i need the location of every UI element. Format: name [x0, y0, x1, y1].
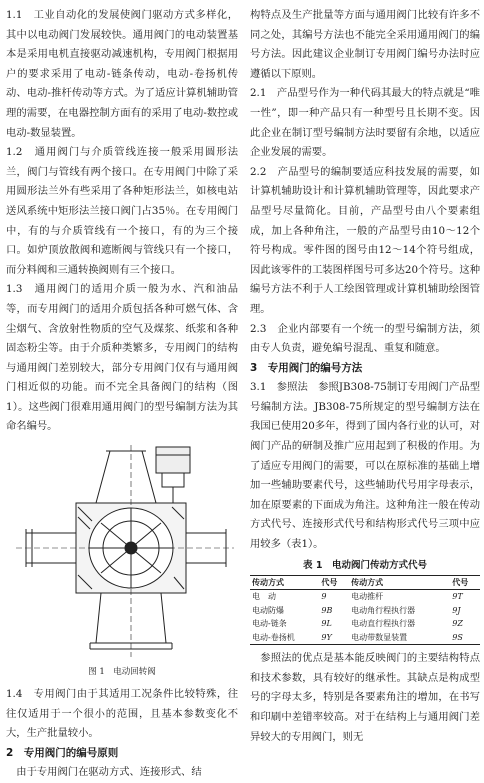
table-row [250, 590, 480, 604]
table-cell: 9B [321, 605, 333, 615]
table-title: 表 1 电动阀门传动方式代号 [303, 559, 427, 571]
table-row [250, 604, 480, 618]
table-cell: 电动直行程执行器 [351, 619, 416, 629]
table-header-cell: 代号 [450, 575, 480, 590]
paragraph-2-intro: 由于专用阀门在驱动方式、连接形式、结 [16, 766, 202, 779]
paragraph-2-3: 2.3 企业内部要有一个统一的型号编制方法，须由专人负责，避免编号混乱、重复和随意。 [250, 322, 480, 355]
figure-caption: 图 1 电动回转阀 [88, 667, 156, 678]
table-cell: 电动-链条 [252, 619, 287, 629]
table-cell: 9Y [319, 631, 349, 645]
section-heading-2: 2 专用阀门的编号原则 [6, 746, 119, 759]
table-cell: 电动推杆 [351, 592, 384, 602]
paragraph-2-continued: 构特点及生产批量等方面与通用阀门比较有许多不同之处，其编号方法也不能完全采用通用阀门的编号方法。因此建议企业制订专用阀门编号办法时应遵循以下原则。 [250, 9, 480, 80]
right-column [250, 6, 480, 747]
table-cell: 电动带数显装置 [349, 631, 450, 645]
section-heading-3: 3 专用阀门的编号方法 [250, 361, 363, 374]
paragraph-after-table: 参照法的优点是基本能反映阀门的主要结构特点和技术参数，具有较好的继承性。其缺点是构成型号的字母太多，特别是各要素角注的增加，在书写和印刷中差错率较高。对于在结构上与通用阀门差异较大的专用阀门，则无 [250, 652, 480, 743]
paragraph-2-1: 2.1 产品型号作为一种代码其最大的特点就是“唯一性”，即一种产品只有一种型号且长期不变。因此企业在制订型号编制方法时要留有余地，以适应企业发展的需要。 [250, 87, 480, 159]
table-cell: 9S [450, 631, 480, 645]
paragraph-1-2: 1.2 通用阀门与介质管线连接一般采用圆形法兰，阀门与管线有两个接口。在专用阀门中除了采用圆形法兰外有些采用了各种矩形法兰，如核电站送风系统中矩形法兰接口阀门占35％。在专用阀门中，有的与介质管线有一个接口，有的为三个接口。如炉顶放散阀和遮断阀与管线只有一个接口，而分料阀和三通转换阀则有三个接口。 [6, 146, 238, 276]
table-cell: 电 动 [252, 592, 276, 602]
left-column [6, 6, 238, 783]
table-header-cell: 传动方式 [349, 575, 450, 590]
table-row [250, 617, 480, 631]
table-cell: 9J [452, 605, 461, 615]
table-cell: 9Z [452, 619, 463, 629]
valve-drawing [6, 443, 238, 663]
paragraph-3-1: 3.1 参照法 参照JB308-75制订专用阀门产品型号编制方法。JB308-75所规定的型号编制方法在我国已使用20多年，得到了国内各行业的认可，对阀门产品的研制及推广应用起到了积极的作用。为了适应专用阀门的需要，可以在原标准的基础上增加一些辅助要素代号，这些辅助代号用字母表示，加在原要素的下面成为角注。这种角注一般在传动方式代号、连接形式代号和结构形式代号三项中应用较多（表1）。 [250, 381, 480, 551]
figure-electric-rotary-valve [6, 443, 238, 663]
paragraph-1-1: 1.1 工业自动化的发展使阀门驱动方式多样化，其中以电动阀门发展较快。通用阀门的电动装置基本是采用电机直接驱动减速机构，专用阀门根据用户的要求采用了电动-链条传动，电动-卷扬机传动、电动-推杆传动等方式。为了适应计算机辅助管理的需要，在电器控制方面有的采用了电动-数控或电动-数显装置。 [6, 9, 238, 139]
paragraph-1-4: 1.4 专用阀门由于其适用工况条件比较特殊，往往仅适用于一个很小的范围，且基本参数变化不大，生产批量较小。 [6, 688, 238, 740]
table-row [250, 631, 480, 645]
table-header-cell: 传动方式 [250, 575, 319, 590]
paragraph-2-2: 2.2 产品型号的编制要适应科技发展的需要，如计算机辅助设计和计算机辅助管理等，因此要求产品型号尽量简化。目前，产品型号由八个要素组成，加上各种角注，一般的产品型号由10～12个符号构成。零件图的图号由12～14个符号组成，因此该零件的工装图样图号可多达20个符号。这种编号方法不利于人工绘图管理或计算机辅助绘图管理。 [250, 165, 480, 315]
table-cell: 9 [321, 592, 327, 602]
paragraph-1-3: 1.3 通用阀门的适用介质一般为水、汽和油品等，而专用阀门的适用介质包括各种可燃气体、含尘烟气、含放射性物质的空气及煤浆、纸浆和各种固态粉尘等。由于介质种类繁多，专用阀门的结构与通用阀门差别较大，部分专用阀门仅有与通用阀门相近似的功能。而不完全具备阀门的结构（图1）。这些阀门很难用通用阀门的型号编制方法为其命名编号。 [6, 283, 238, 433]
table-header-cell: 代号 [319, 575, 349, 590]
table-cell: 电动-卷扬机 [250, 631, 319, 645]
table-cell: 9T [452, 592, 463, 602]
table-cell: 电动防爆 [252, 605, 284, 615]
table-cell: 9L [321, 619, 332, 629]
table-cell: 电动角行程执行器 [351, 605, 416, 615]
table-header-row [250, 575, 480, 590]
drive-code-table [250, 575, 480, 646]
